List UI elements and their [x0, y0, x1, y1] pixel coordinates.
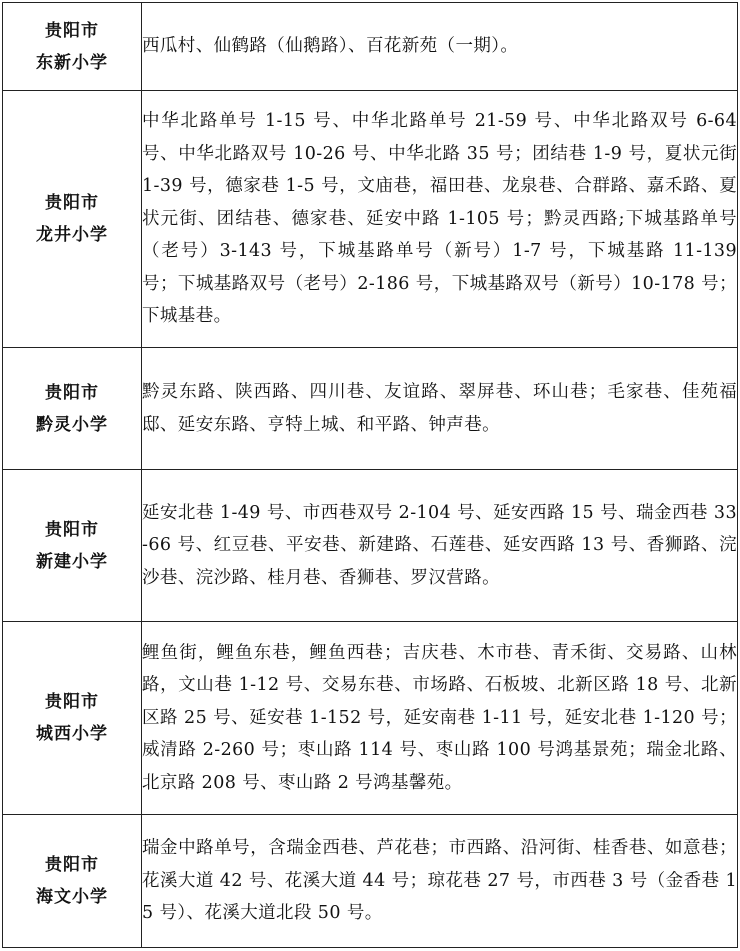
table-row	[3, 91, 738, 348]
city-label: 贵阳市	[45, 519, 99, 540]
school-label: 东新小学	[36, 52, 108, 73]
city-label: 贵阳市	[45, 855, 99, 875]
school-name-cell	[3, 815, 142, 948]
school-label: 新建小学	[36, 551, 108, 572]
school-label: 黔灵小学	[36, 414, 108, 435]
school-name-cell	[3, 622, 142, 815]
area-cell: 延安北巷 1-49 号、市西巷双号 2-104 号、延安西路 15 号、瑞金西巷 33-66 号、红豆巷、平安巷、新建路、石莲巷、延安西路 13 号、香狮路、浣沙巷、浣沙路、桂月巷、香狮巷、罗汉营路。	[142, 470, 738, 622]
table-row	[3, 815, 738, 948]
school-name-cell	[3, 3, 142, 91]
school-name-cell	[3, 470, 142, 622]
city-label: 贵阳市	[45, 382, 99, 403]
table-row	[3, 3, 738, 91]
area-cell: 鲤鱼街，鲤鱼东巷，鲤鱼西巷；吉庆巷、木市巷、青禾街、交易路、山林路，文山巷 1-12 号、交易东巷、市场路、石板坡、北新区路 18 号、北新区路 25 号、延安巷 1-152 号，延安南巷 1-11 号，延安北巷 1-120 号；威清路 2-260 号；枣山路 114 号、枣山路 100 号鸿基景苑；瑞金北路、北京路 208 号、枣山路 2 号鸿基馨苑。	[142, 622, 738, 815]
school-label: 城西小学	[36, 724, 108, 744]
school-name-cell	[3, 348, 142, 470]
area-cell: 西瓜村、仙鹤路（仙鹅路）、百花新苑（一期）。	[142, 3, 738, 91]
city-label: 贵阳市	[45, 193, 99, 213]
city-label: 贵阳市	[45, 692, 99, 712]
table-row	[3, 622, 738, 815]
table-row	[3, 470, 738, 622]
school-label: 海文小学	[36, 887, 108, 907]
area-cell: 中华北路单号 1-15 号、中华北路单号 21-59 号、中华北路双号 6-64 号、中华北路双号 10-26 号、中华北路 35 号；团结巷 1-9 号，夏状元街 1-39 号，德家巷 1-5 号，文庙巷，福田巷、龙泉巷、合群路、嘉禾路、夏状元街、团结巷、德家巷、延安中路 1-105 号；黔灵西路;下城基路单号（老号）3-143 号，下城基路单号（新号）1-7 号，下城基路 11-139 号；下城基路双号（老号）2-186 号，下城基路双号（新号）10-178 号；下城基巷。	[142, 91, 738, 348]
city-label: 贵阳市	[45, 20, 99, 41]
area-cell: 瑞金中路单号，含瑞金西巷、芦花巷；市西路、沿河街、桂香巷、如意巷；花溪大道 42 号、花溪大道 44 号；琼花巷 27 号，市西巷 3 号（金香巷 15 号）、花溪大道北段 50 号。	[142, 815, 738, 948]
school-label: 龙井小学	[36, 225, 108, 245]
area-cell: 黔灵东路、陕西路、四川巷、友谊路、翠屏巷、环山巷；毛家巷、佳苑福邸、延安东路、亨特上城、和平路、钟声巷。	[142, 348, 738, 470]
school-name-cell	[3, 91, 142, 348]
school-zone-table	[2, 2, 738, 948]
table-row	[3, 348, 738, 470]
